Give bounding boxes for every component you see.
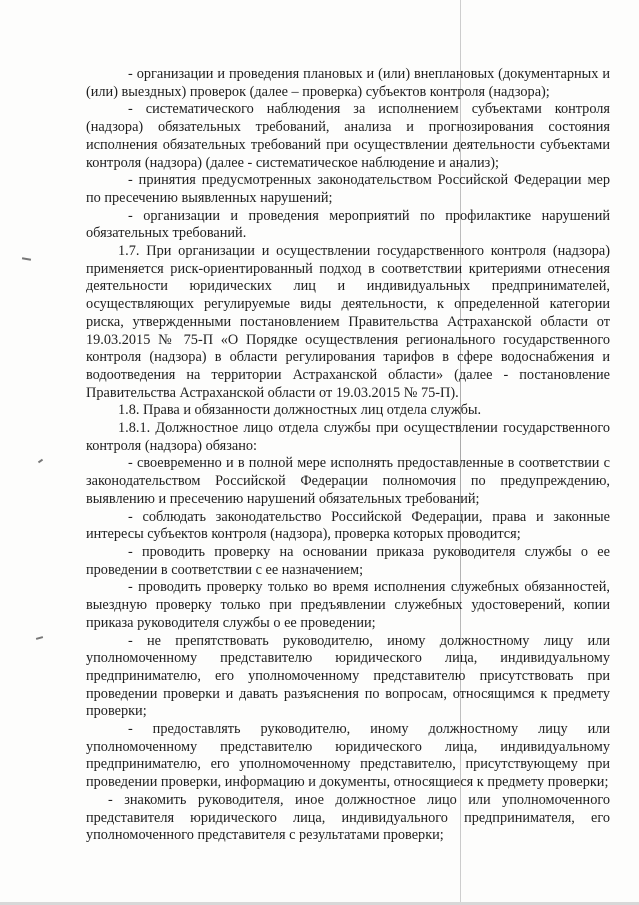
paragraph: - проводить проверку только во время исполнения служебных обязанностей, выездную проверку только при предъявлении служебных удостоверений, копии приказа руководителя службы о ее проведении;	[86, 579, 610, 631]
margin-mark	[38, 459, 43, 464]
document-body	[86, 66, 610, 845]
paragraph: - своевременно и в полной мере исполнять предоставленные в соответствии с законодательством Российской Федерации полномочия по предупреждению, выявлению и пресечению нарушений обязательных требований;	[86, 455, 610, 507]
paragraph: - организации и проведения плановых и (или) внеплановых (документарных и (или) выездных) проверок (далее – проверка) субъектов контроля (надзора);	[86, 66, 610, 100]
paragraph: 1.8.1. Должностное лицо отдела службы при осуществлении государственного контроля (надзора) обязано:	[86, 420, 610, 454]
paragraph: - проводить проверку на основании приказа руководителя службы о ее проведении в соответствии с ее назначением;	[86, 543, 610, 578]
paragraph: - предоставлять руководителю, иному должностному лицу или уполномоченному представителю юридического лица, индивидуальному предпринимателю, его уполномоченному представителю, присутствующему при проведении проверки, информацию и документы, относящиеся к предмету проверки;	[86, 721, 610, 791]
paragraph: - знакомить руководителя, иное должностное лицо или уполномоченного представителя юридического лица, индивидуального предпринимателя, его уполномоченного представителя с результатами проверки;	[86, 791, 610, 844]
paragraph: - систематического наблюдения за исполнением субъектами контроля (надзора) обязательных требований, анализа и прогнозирования состояния исполнения обязательных требований при осуществлении деятельности субъектами контроля (надзора) (далее - систематическое наблюдение и анализ);	[86, 101, 610, 171]
margin-mark	[22, 257, 31, 261]
paragraph: - соблюдать законодательство Российской Федерации, права и законные интересы субъектов контроля (надзора), проверка которых проводится;	[86, 508, 610, 543]
paragraph: 1.8. Права и обязанности должностных лиц отдела службы.	[118, 402, 482, 419]
margin-mark	[36, 636, 43, 640]
paragraph: - принятия предусмотренных законодательством Российской Федерации мер по пресечению выявленных нарушений;	[86, 172, 610, 206]
paragraph: - не препятствовать руководителю, иному должностному лицу или уполномоченному представителю юридического лица, индивидуальному предпринимателю, его уполномоченному представителю присутствовать при проведении проверки и давать разъяснения по вопросам, относящимся к предмету проверки;	[86, 632, 610, 720]
paragraph: - организации и проведения мероприятий по профилактике нарушений обязательных требований.	[86, 207, 610, 242]
paragraph: 1.7. При организации и осуществлении государственного контроля (надзора) применяется риск-ориентированный подход в соответствии критериями отнесения деятельности юридических лиц и индивидуальных предпринимателей, осуществляющих регулируемые виды деятельности, к определенной категории риска, утвержденными постановлением Правительства Астраханской области от 19.03.2015 № 75-П «О Порядке осуществления регионального государственного контроля (надзора) в области регулирования тарифов в сфере водоснабжения и водоотведения на территории Астраханской области» (далее - постановление Правительства Астраханской области от 19.03.2015 № 75-П).	[86, 243, 610, 401]
